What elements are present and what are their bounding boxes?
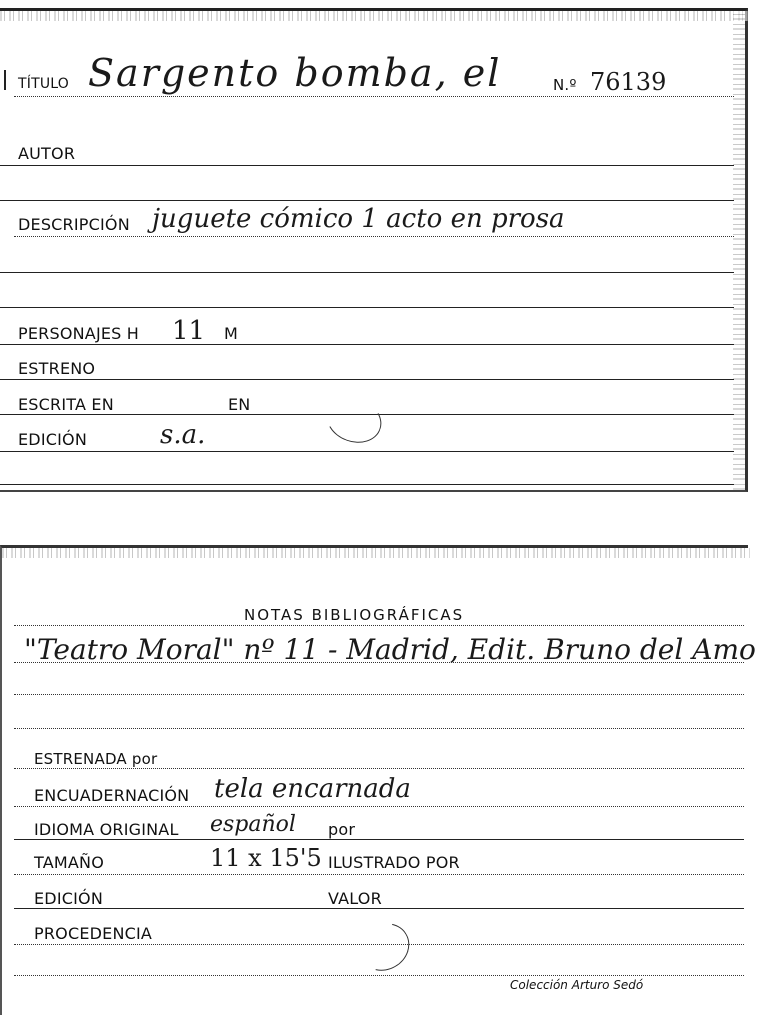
collection-footer: Colección Arturo Sedó: [510, 978, 644, 992]
titulo-line: [14, 96, 734, 97]
tamano-line: [14, 874, 744, 875]
tamano-value: 11 x 15'5: [210, 844, 322, 872]
idioma-value: español: [210, 812, 296, 837]
descripcion-line: [14, 236, 734, 237]
paper-edge-speckle: [0, 11, 748, 21]
encuadernacion-line: [14, 806, 744, 807]
numero-label: N.º: [553, 76, 577, 94]
descripcion-value: juguete cómico 1 acto en prosa: [152, 204, 565, 234]
estreno-line: [0, 379, 734, 380]
notas-line-2: [14, 694, 744, 695]
descripcion-label: DESCRIPCIÓN: [18, 215, 130, 234]
paper-edge-speckle-right: [733, 11, 745, 490]
notas-title: NOTAS BIBLIOGRÁFICAS: [244, 606, 465, 624]
escrita-label: ESCRITA EN: [18, 395, 114, 414]
card-bottom-line: [0, 484, 734, 485]
ilustrado-label: ILUSTRADO POR: [328, 853, 460, 872]
edicion-bottom-line: [14, 908, 744, 909]
tamano-label: TAMAÑO: [34, 853, 104, 872]
procedencia-label: PROCEDENCIA: [34, 924, 153, 943]
titulo-label: TÍTULO: [18, 76, 69, 92]
edicion-label: EDICIÓN: [18, 430, 88, 449]
edge-tick: [4, 70, 6, 90]
notas-value: "Teatro Moral" nº 11 - Madrid, Edit. Bruno del Amo: [24, 633, 756, 666]
blank-line-1: [0, 200, 734, 201]
numero-value: 76139: [590, 68, 667, 96]
en-label: EN: [228, 395, 251, 414]
personajes-label: PERSONAJES H: [18, 324, 140, 343]
encuadernacion-value: tela encarnada: [214, 774, 411, 804]
autor-line: [0, 165, 734, 166]
estreno-label: ESTRENO: [18, 359, 96, 378]
blank-line-2: [0, 272, 734, 273]
edicion-line: [0, 451, 734, 452]
edicion-value: s.a.: [160, 420, 206, 450]
autor-label: AUTOR: [18, 144, 76, 163]
idioma-line: [14, 839, 744, 840]
titulo-value: Sargento bomba, el: [88, 51, 502, 95]
notas-line-3: [14, 728, 744, 729]
paper-edge-speckle: [2, 548, 750, 558]
blank-line-3: [0, 307, 734, 308]
notas-line-1: [14, 662, 744, 663]
procedencia-line-2: [14, 975, 744, 976]
valor-label: VALOR: [328, 889, 382, 908]
notas-title-line: [14, 625, 744, 626]
edicion-bottom-label: EDICIÓN: [34, 889, 104, 908]
personajes-line: [0, 344, 734, 345]
por-label: por: [328, 820, 356, 839]
estrenada-line: [14, 768, 744, 769]
personajes-h-value: 11: [172, 316, 206, 346]
idioma-label: IDIOMA ORIGINAL: [34, 820, 179, 839]
estrenada-label: ESTRENADA por: [34, 750, 158, 768]
personajes-m-label: M: [224, 324, 239, 343]
encuadernacion-label: ENCUADERNACIÓN: [34, 786, 190, 805]
